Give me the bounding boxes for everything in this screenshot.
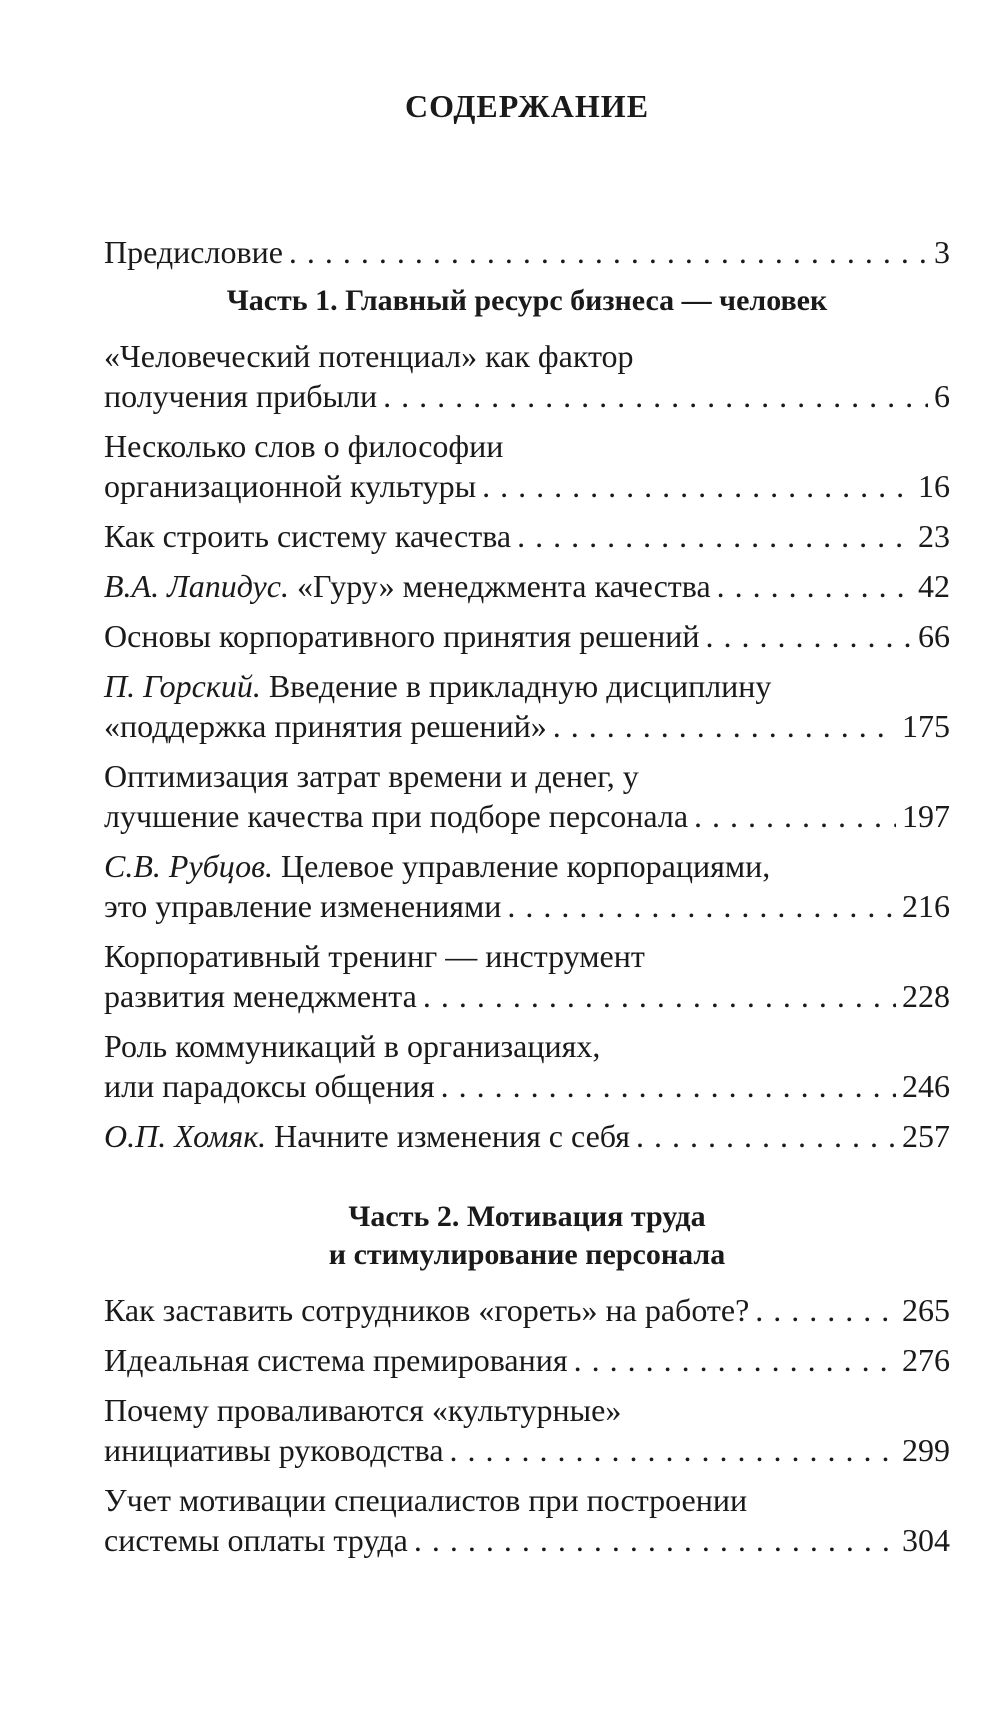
toc-entry-text: инициативы руководства (104, 1432, 444, 1468)
dot-leader (441, 1066, 896, 1106)
toc-entry-text: «Человеческий потенциал» как фактор (104, 338, 634, 374)
dot-leader (553, 706, 896, 746)
toc-entry-text: Основы корпоративного принятия решений (104, 618, 700, 654)
toc-entry-text: Предисловие (104, 234, 283, 270)
toc-entry-text: «поддержка принятия решений» (104, 708, 547, 744)
toc-entry-text: развития менеджмента (104, 978, 417, 1014)
toc-entry[interactable] (104, 1340, 950, 1380)
toc-page-number: 216 (902, 888, 950, 924)
toc-entry-author: П. Горский. (104, 668, 261, 704)
toc-entry[interactable] (104, 1480, 950, 1560)
part-2-heading-line-2: и стимулирование персонала (328, 1238, 726, 1271)
dot-leader (507, 886, 896, 926)
toc-entry-text: Целевое управление корпорациями, (273, 848, 771, 884)
toc-entry-text: это управление изменениями (104, 888, 502, 924)
toc-entry[interactable] (104, 846, 950, 926)
toc-entry-author: В.А. Лапидус. (104, 568, 289, 604)
toc-entry[interactable] (104, 336, 950, 416)
dot-leader (517, 516, 912, 556)
toc-entry-text: Несколько слов о философии (104, 428, 504, 464)
dot-leader (694, 796, 896, 836)
toc-entry-text: организационной культуры (104, 468, 477, 504)
toc-page-number: 265 (902, 1292, 950, 1328)
toc-entry-author: С.В. Рубцов. (104, 848, 274, 884)
toc-page-number: 228 (902, 978, 950, 1014)
toc-entry-text: Как строить систему качества (104, 518, 512, 554)
toc-entry-text: Начните изменения с себя (266, 1118, 630, 1154)
part-2-heading (104, 1198, 950, 1274)
toc-entry-text: Идеальная система премирования (104, 1342, 568, 1378)
toc-page-number: 42 (918, 568, 950, 604)
toc-entry-author: О.П. Хомяк. (104, 1118, 267, 1154)
toc-entry[interactable] (104, 1026, 950, 1106)
toc-entry-text: или парадоксы общения (104, 1068, 435, 1104)
toc-page-number: 23 (918, 518, 950, 554)
toc-entry[interactable] (104, 516, 950, 556)
dot-leader (482, 466, 912, 506)
toc-entry[interactable] (104, 1116, 950, 1156)
toc-page-number: 16 (918, 468, 950, 504)
dot-leader (755, 1290, 896, 1330)
part-1-heading: Часть 1. Главный ресурс бизнеса — человек (226, 284, 828, 317)
toc-page-number: 66 (918, 618, 950, 654)
toc-page-number: 6 (934, 378, 950, 414)
part-2-heading-line-1: Часть 2. Мотивация труда (348, 1200, 706, 1233)
toc-entry-text: Введение в прикладную дисциплину (260, 668, 772, 704)
dot-leader (574, 1340, 896, 1380)
toc-entry-text: системы оплаты труда (104, 1522, 408, 1558)
toc-entry-text: Корпоративный тренинг — инструмент (104, 938, 645, 974)
toc-page-number: 304 (902, 1522, 950, 1558)
toc-entry[interactable] (104, 566, 950, 606)
dot-leader (289, 232, 928, 272)
toc-entry-text: Оптимизация затрат времени и денег, у (104, 758, 639, 794)
toc-entry-text: лучшение качества при подборе персонала (104, 798, 689, 834)
toc-entry[interactable] (104, 426, 950, 506)
toc-entry[interactable] (104, 666, 950, 746)
toc-page-number: 197 (902, 798, 950, 834)
toc-entry[interactable] (104, 616, 950, 656)
dot-leader (450, 1430, 896, 1470)
toc-page-number: 246 (902, 1068, 950, 1104)
toc-entry-preface[interactable] (104, 232, 950, 272)
dot-leader (636, 1116, 896, 1156)
toc-entry-text: Роль коммуникаций в организациях, (104, 1028, 601, 1064)
dot-leader (383, 376, 928, 416)
dot-leader (414, 1520, 896, 1560)
toc-entry[interactable] (104, 1390, 950, 1470)
toc-entry[interactable] (104, 936, 950, 1016)
toc-page (104, 86, 950, 1570)
toc-entry-text: Как заставить сотрудников «гореть» на работе? (104, 1292, 750, 1328)
toc-page-number: 3 (934, 234, 950, 270)
toc-page-number: 276 (902, 1342, 950, 1378)
toc-entry-text: получения прибыли (104, 378, 378, 414)
page-title: СОДЕРЖАНИЕ (404, 88, 650, 124)
toc-entry[interactable] (104, 756, 950, 836)
dot-leader (717, 566, 912, 606)
toc-entry-text: Почему проваливаются «культурные» (104, 1392, 622, 1428)
toc-page-number: 175 (902, 708, 950, 744)
toc-entry-text: Учет мотивации специалистов при построении (104, 1482, 748, 1518)
toc-page-number: 299 (902, 1432, 950, 1468)
dot-leader (705, 616, 912, 656)
toc-entry-text: «Гуру» менеджмента качества (288, 568, 711, 604)
dot-leader (423, 976, 896, 1016)
toc-entry[interactable] (104, 1290, 950, 1330)
toc-page-number: 257 (902, 1118, 950, 1154)
